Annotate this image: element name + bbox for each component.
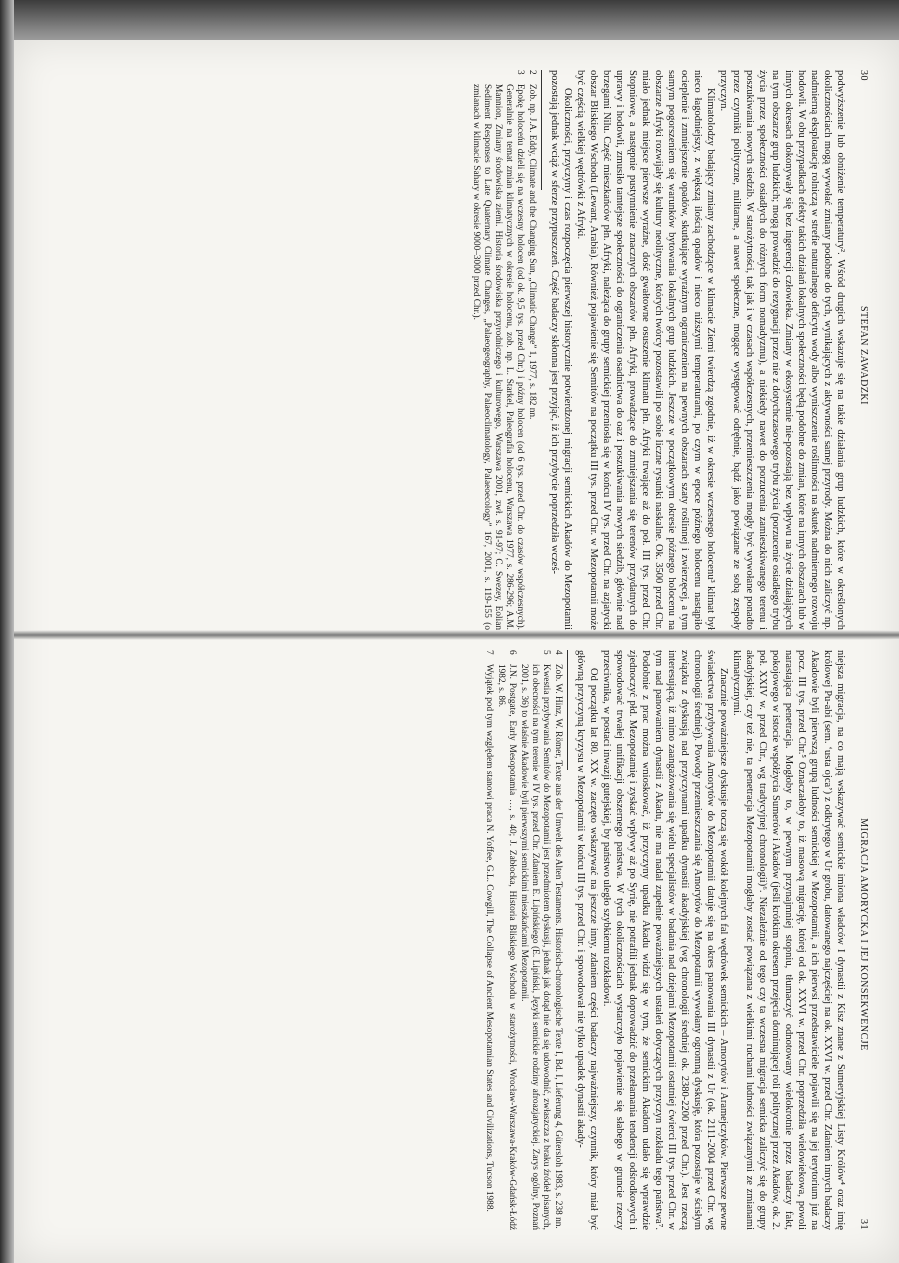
footnote-text: Epokę holoceńu dzieli się na wczesny holocen (od ok. 9,5 tys. przed Chr.) i późny holocen (od 6 tys. przed Chr. do czasów współczesnych). Generalnie na temat zmian klimatycznych w okresie holocenu, zob. np. L. Starkel, Paleografia holocenu, Warszawa 1977, s. 286-296; A.M. Mannion, Zmiany środowiska ziemi. Historia środowiska przyrodniczego i kulturowego, Warszawa 2001, zwł. s. 91-97; C. Swezey, Eolian Sediment Responses to Late Quaternary Climate Changes, „Palaeogeography, Palaeoclimatology, Palaeoecology” 167, 2001, s. 119-155 (o zmianach w klimacie Sahary w okresie 9000–3000 przed Chr.). — [471, 84, 525, 630]
footnote-rule — [541, 70, 542, 190]
footnotes — [470, 70, 537, 630]
page-number: 30 — [858, 70, 869, 81]
running-head-31 — [857, 650, 870, 1230]
footnote-number: 7 — [484, 650, 494, 655]
footnote-number: 3 — [515, 70, 525, 75]
footnote-number: 5 — [541, 650, 551, 655]
running-head-title: MIGRACJA AMORYCKA I JEJ KONSEKWENCJE — [858, 818, 869, 1051]
footnote — [526, 70, 537, 630]
running-head-title: STEFAN ZAWADZKI — [858, 305, 869, 405]
page-30 — [50, 70, 870, 630]
paragraph: podwyższenie lub obniżenie temperatury². Wśród drugich wskazuje się na takie działania grup ludzkich, które w określonych okolicznościach mogą wywołać zmiany podobne do tych, wynikających z aktywności samej przyrody. Można do nich zaliczyć np. nadmierną eksploatację rolniczą w strefie naturalnego deficytu wody albo wyniszczenie roślinności na skutek nadmiernego rozwoju hodowli. W obu przypadkach efekty takich działań lokalnych społeczności będą podobne do zmian, które na innych obszarach lub w innych okresach dokonywały się bez ingerencji człowieka. Zmiany w ekosystemie nie-pozostają bez wpływu na życie działających na tym obszarze grup ludzkich; mogą prowadzić do rezygnacji przez nie z dotychczasowego trybu życia (porzucenie osiadłego trybu życia przez społeczności osiadłych do różnych form nomadyzmu), a niekiedy nawet do porzucenia zamieszkiwanego terenu i poszukiwania nowych siedzib. W starożytności, tak jak i w czasach współczesnych, przemieszczenia mogły być wywołane ponadto przez czynniki polityczne, militarne, a nawet społeczne, mogące występować odrębnie, bądź jako powiązane ze sobą zespoły przyczyn. — [718, 70, 846, 630]
footnote-number: 4 — [553, 650, 563, 655]
paragraph: Znacznie poważniejsze dyskusje toczą się wokół kolejnych fal wędrówek semickich – Amorytów i Aramejczyków. Pierwsze pewne świadectwa przybywania Amorytów do Mezopotamii datuje się na okres panowania III dynastii z Ur (ok. 2111-2004 przed Chr. wg chronologii średniej). Powody przemieszczania się Amorytów do Mezopotamii wywołany ogromną dyskusję, która pozostaje w ścisłym związku z dyskusją nad przyczynami upadku dynastii akadyjskiej (wg chronologii średniej ok. 2380-2200 przed Chr.). Jest rzeczą interesującą, iż mimo zaangażowania się wielu specjalistów w badania nad dziejami Mezopotamii ostatniej ćwierci III tys. przed Chr. w tym nad panowaniem dynastii z Akadu, nie ma nadal zupełnie poważniejszych ustaleń dotyczących przyczyn rozkładu tego państwa⁷. Podobnie z prac można wnioskować, iż przyczyny upadku Akadu widzi się w tym, że semickim Akadom udało się wprawdzie zjednoczyć płd. Mezopotamię i zyskać wpływy aż po Syrię, nie potrafili jednak doprowadzić do przełamania tendencji odśrodkowych i spowodować trwałej unifikacji obszernego państwa. W tych okolicznościach wystarczyło pojawienie się słabego w gruncie rzeczy przeciwnika, w postaci inwazji gutejskiej, by państwo uległo szybkiemu rozkładowi. — [601, 650, 729, 1230]
page-31-region — [50, 650, 870, 1230]
footnote-text: Zob. np. J.A. Eddy, Climate and the Changing Sun, „Climatic Change” 1, 1977, s. 182 nn. — [527, 84, 537, 420]
footnote-text: J.N. Postgate, Early Mesopotamia …, s. 40; J. Zabłocka, Historia Bliskiego Wschodu w starożytności, Wrocław-Warszawa-Kraków-Gdańsk-Łódź 1982, s. 86. — [496, 664, 517, 1230]
running-head-30 — [857, 70, 870, 630]
footnote — [470, 70, 525, 630]
footnote-text: Kwestia przybywania Semitów do Mezopotamii jest przedmiotem dyskusji, jednak jak dotąd nie da się udowodnić, zwłaszcza z braku źródeł pisanych, ich obecności na tym terenie w IV tys. przed Chr. Zdaniem E. Lipińskiego (E. Lipiński, Języki semickie rodziny afroazjatyckiej. Zarys ogólny, Poznań 2001, s. 36) to właśnie Akadowie byli pierwszymi semickimi mieszkańcami Mezopotamii. — [519, 664, 551, 1230]
book-spine-fold — [14, 630, 899, 640]
body-text — [574, 650, 847, 1230]
page-number: 31 — [858, 1219, 869, 1230]
footnote — [495, 650, 517, 1230]
footnote-text: Zob. W. Hinz, W. Römer, Texte aus der Umwelt des Alten Testaments. Historisch-chronologische Texte I, Bd. I, Lieferung 4, Gütersloh 1983, s. 238 nn. — [553, 664, 563, 1229]
paragraph: niejsza migracja, na co mają wskazywać semickie imiona władców I dynastii z Kisz znane z Sumeryjskiej Listy Królów⁴ oraz imię królowej Pu-abi (sem. ‘usta ojca’) z odkrytego w Ur grobu, datowanego najczęściej na ok. XXVI w. przed Chr. Zdaniem innych badaczy Akadowie byli pierwszą grupą ludności semickiej w Mezopotamii, a ich pierwsi przedstawiciele pojawili się na jej terytorium już na pocz. III tys. przed Chr.⁵ Oznaczałoby to, iż masową migrację, której od ok. XXVI w. przed Chr. poprzedziła wielowiekowa, powoli narastająca penetracja. Mogłoby to, w pewnym przynajmniej stopniu, tłumaczyć odnotowany wielokrotnie przez badaczy fakt, pokojowego w istocie współżycia Sumerów i Akadów (jeśli krótkim okresem przejęcia dominującej roli politycznej przez Akadów, ok. 2. poł. XXIV w. przed Chr., wg tradycyjnej chronologii)⁶. Niezależnie od tego czy ta wczesna migracja semicka zaliczyć się do grupy akadyjskiej, czy też nie, ta penetracja Mezopotamii mogłaby zostać powiązana z wielkimi ruchami ludności związanymi ze zmianami klimatycznymi. — [731, 650, 846, 1230]
page-31 — [50, 650, 870, 1230]
footnote-rule — [567, 650, 568, 770]
page-30-region — [50, 70, 870, 630]
paragraph: Od początku lat 80. XX w. zaczęto wskazywać na jeszcze inny, zdaniem części badaczy najważniejszy, czynnik, który miał być główną przyczyną kryzysu w Mezopotamii w końcu III tys. przed Chr. i spowodował nie tylko upadek dynastii akady- — [575, 650, 599, 1230]
footnote — [518, 650, 551, 1230]
body-text — [548, 70, 847, 630]
footnote-number: 6 — [507, 650, 517, 655]
footnote — [552, 650, 563, 1230]
footnote — [483, 650, 494, 1230]
footnote-number: 2 — [527, 70, 537, 75]
paragraph: Klimatolodzy badający zmiany zachodzące w klimacie Ziemi twierdzą zgodnie, iż w okresie wczesnego holocenu³ klimat był nieco łagodniejszy, z większą ilością opadów i nieco niższymi temperaturami, po czym w epoce późnego holocenu nastąpiło ocieplenie i zmniejszenie opadów, skutkujące wyraźnym ograniczeniem na pewnych obszarach szaty roślinnej i zwierzęcej, a tym samym pogorszeniem się warunków bytowania lokalnych grup ludzkich. Jeszcze w początkowym okresie późnego holocenu na obszarze Afryki rozwijały się kultury neolityczne, których twórcy pozostawili po sobie liczne rysunki naskalne. Ok. 3500 przed Chr. miało jednak miejsce pierwsze wyraźne, dość gwałtowne osuszenie klimatu płn. Afryki trwające aż do poł. III tys. przed Chr. Stopniowe, a następnie pustynnienie znacznych obszarów płn. Afryki, prowadzące do zmniejszania się terenów przydatnych do uprawy i hodowli, zmusiło tamtejsze społeczności do ograniczenia osadnictwa do oaz i poszukiwania nowych siedzib, głównie nad brzegami Nilu. Część mieszkańców płn. Afryki, należąca do grupy semickiej przeniosła się w końcu IV tys. przed Chr. na azjatycki obszar Bliskiego Wschodu (Lewant, Arabia). Również pojawienie się Semitów na początku III tys. przed Chr. w Mezopotamii może być częścią wielkiej wędrówki z Afryki. — [575, 70, 716, 630]
footnotes — [483, 650, 563, 1230]
footnote-text: Wyjątek pod tym względem stanowi praca N. Yoffee, G.L. Cowgill, The Collapse of Ancient Mesopotamian States and Civilizations, Tucson 1988. — [484, 664, 494, 1212]
paragraph: Okoliczności, przyczyny i czas rozpoczęcia pierwszej historycznie potwierdzonej migracji semickich Akadów do Mezopotamii pozostają jednak wciąż w sferze przypuszczeń. Część badaczy skłonna jest przyjąć, iż ich przybycie poprzedziła wcześ- — [549, 70, 573, 630]
scan-shadow-left — [0, 0, 14, 1263]
